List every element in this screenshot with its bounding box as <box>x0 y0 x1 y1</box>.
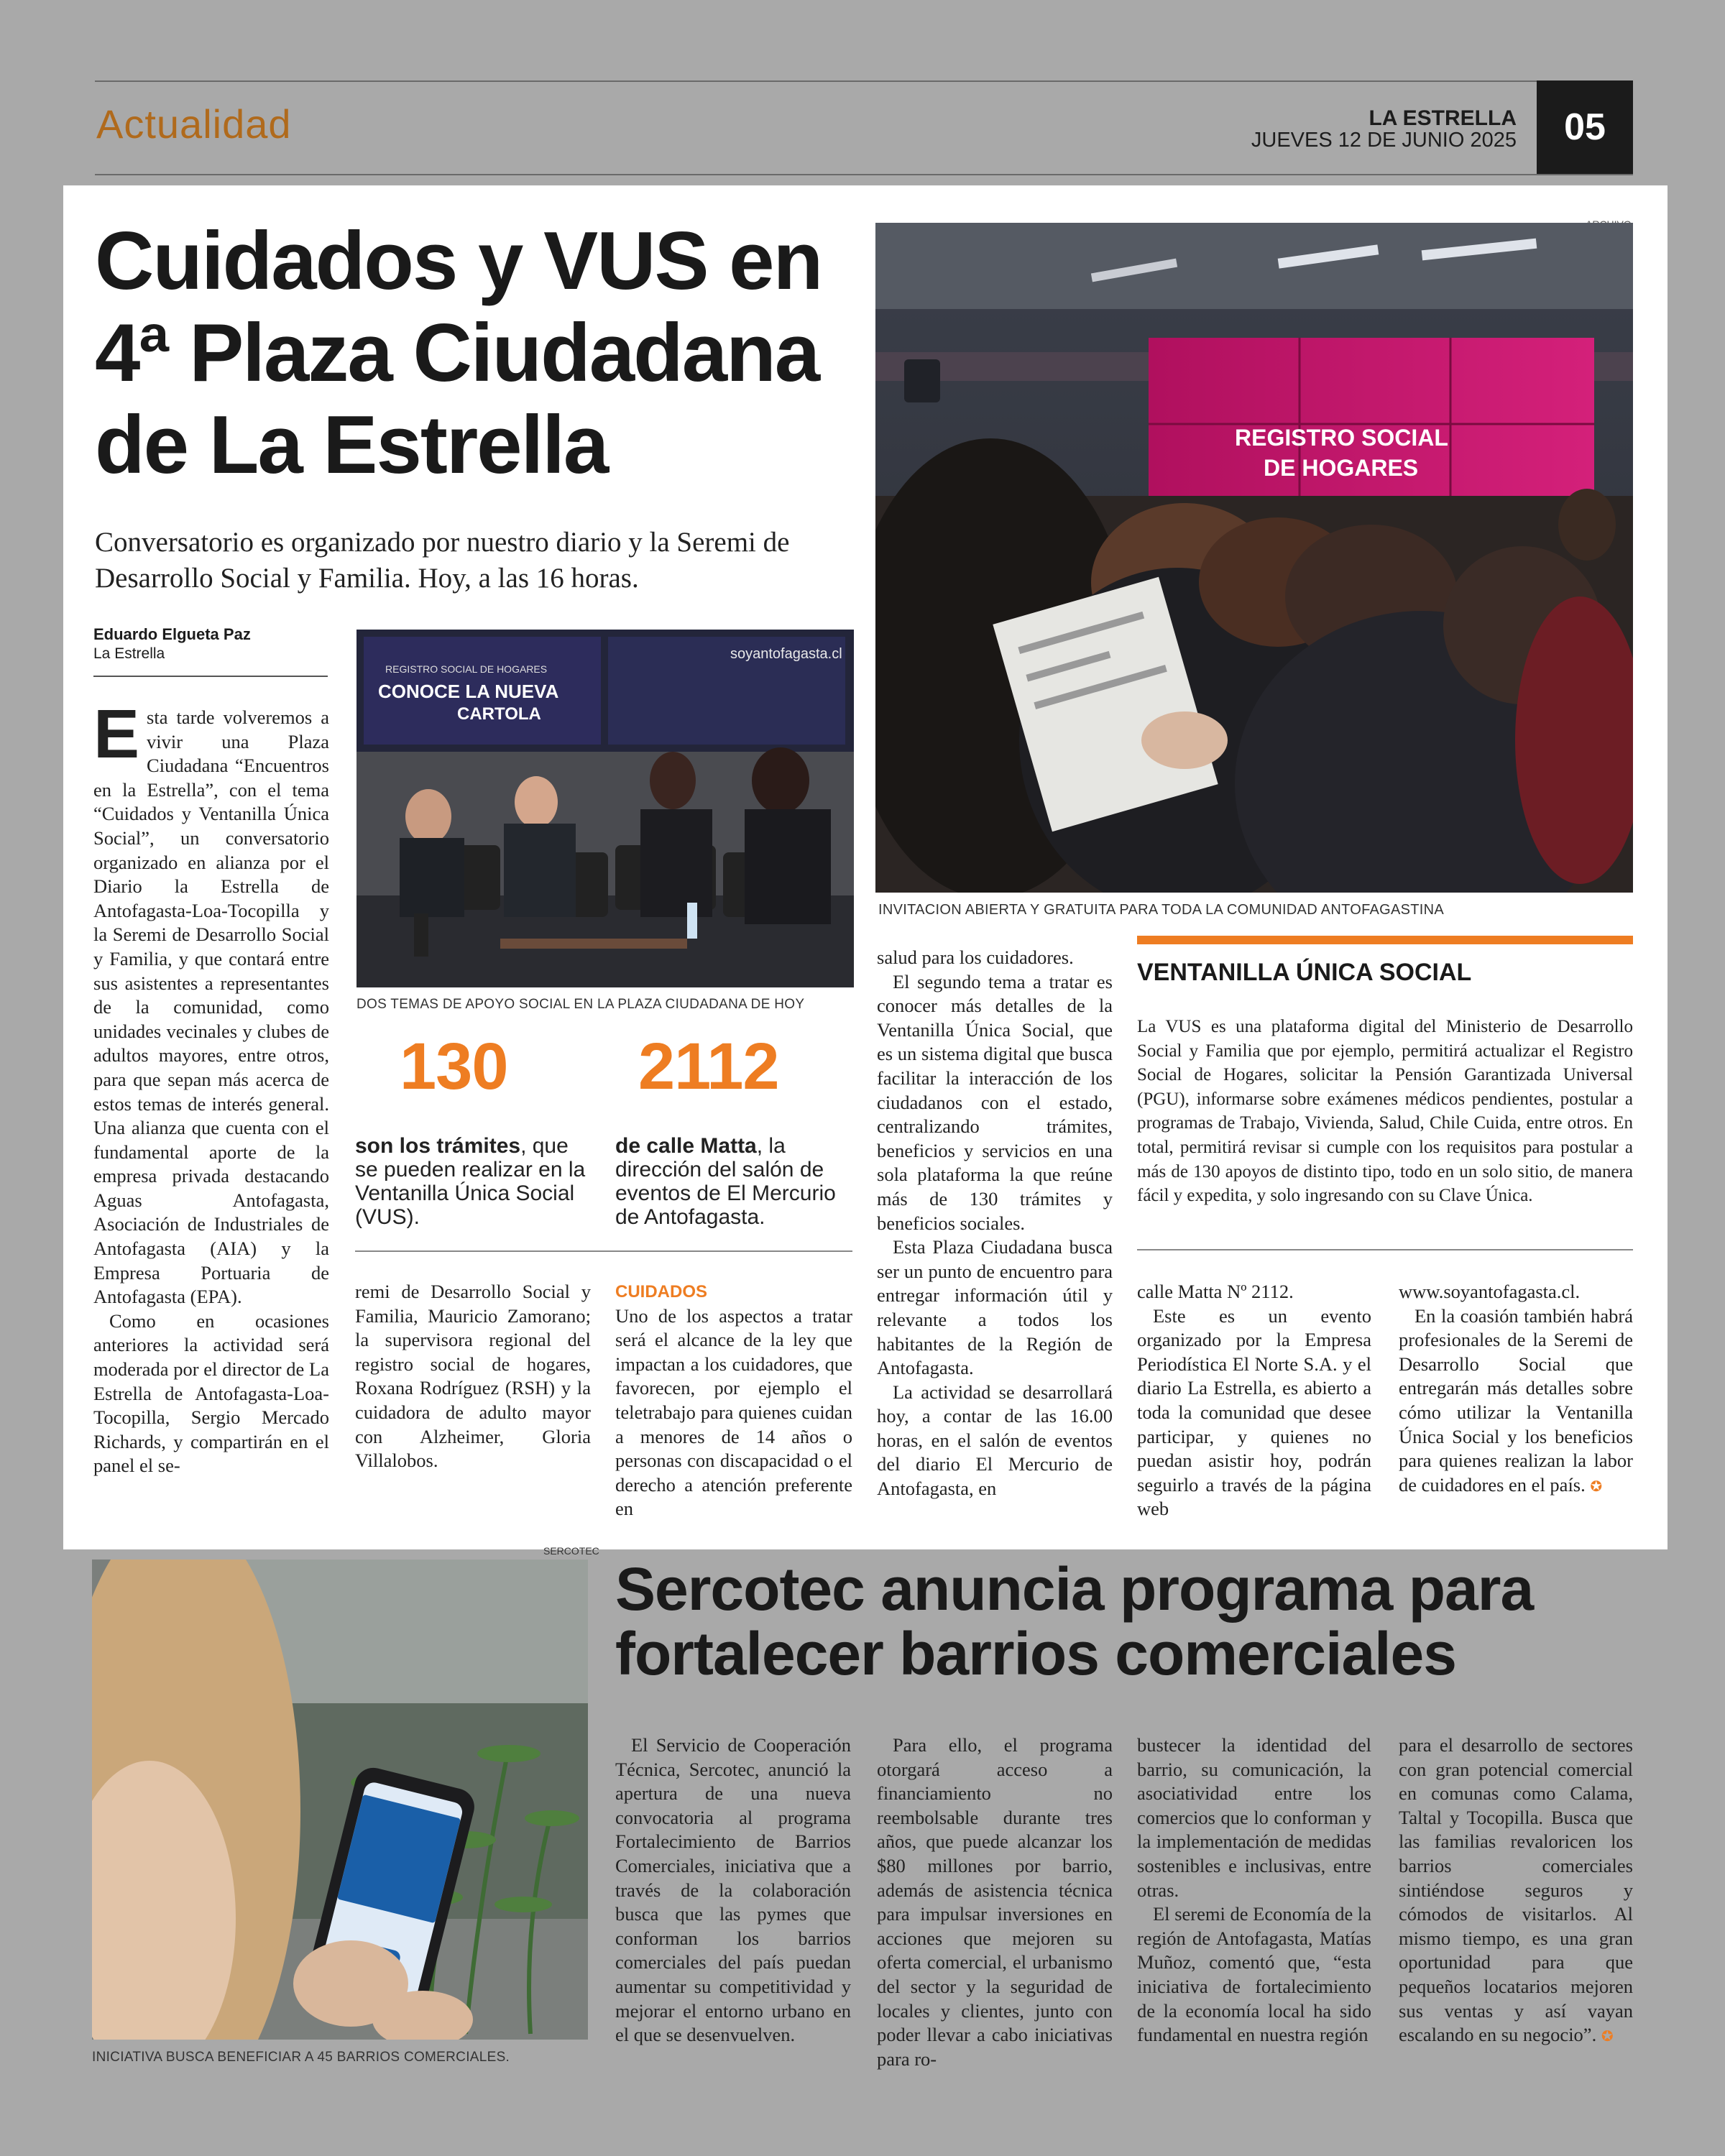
vus-box-title: VENTANILLA ÚNICA SOCIAL <box>1137 959 1472 986</box>
article-paragraph-5: salud para los cuidadores. <box>877 946 1074 968</box>
drop-cap: E <box>93 696 140 773</box>
vus-box-rule <box>1137 1249 1633 1250</box>
end-mark-icon: ✪ <box>1590 1477 1603 1495</box>
sercotec-paragraph-5 <box>1399 1733 1633 2049</box>
headline-line-2: 4ª Plaza Ciudadana <box>95 308 819 399</box>
section-label: Actualidad <box>96 101 292 147</box>
article-column-6 <box>1399 1280 1633 1498</box>
byline-rule <box>93 676 328 677</box>
lead-text: sta tarde volveremos a vivir una Plaza Ciudadana “Encuentros en la Estrella”, con el tema “Cuidados y Ventanilla Única Social”, un conversatorio organizado en alianza por el Diario la Estrella de Antofagasta-Loa-Tocopilla y la Seremi de Desarrollo Social y Familia, y que contará entre sus asistentes a representantes de la comunidad, como unidades vecinales y clubes de adultos mayores, entre otros, para que sepan más acerca de estos temas de interés general. Una alianza que cuenta con el fundamental aporte de la empresa privada destacando Aguas Antofagasta, Asociación de Industriales de Antofagasta (AIA) y la Empresa Portuaria de Antofagasta (EPA). <box>93 706 329 1308</box>
sercotec-headline-line-1: Sercotec anuncia programa para <box>615 1555 1534 1623</box>
article-column-1 <box>93 696 329 1478</box>
fact-2-number: 2112 <box>638 1030 779 1103</box>
fact-1-number: 130 <box>400 1030 508 1103</box>
fact-1-text <box>355 1134 586 1229</box>
article-paragraph-2: Como en ocasiones anteriores la actividad será moderada por el director de La Estrella de Antofagasta-Loa-Tocopilla, Sergio Mercado Richards, y compartirán en el panel el se- <box>93 1309 329 1477</box>
sercotec-paragraph-3: bustecer la identidad del barrio, su comunicación, la asociatividad entre los comercios que lo conforman y la implementación de medidas sostenibles e inclusivas, entre otras. <box>1137 1734 1371 1901</box>
main-photo <box>875 223 1633 893</box>
phone-in-hand-image <box>92 1560 588 2040</box>
sercotec-photo-credit: SERCOTEC <box>543 1545 599 1557</box>
fact-2-bold: de calle Matta <box>615 1134 757 1158</box>
panel-screen-text-2: CONOCE LA NUEVA <box>378 681 559 702</box>
panel-photo-caption: DOS TEMAS DE APOYO SOCIAL EN LA PLAZA CIUDADANA DE HOY <box>356 997 805 1012</box>
sercotec-closing-text: para el desarrollo de sectores con gran potencial comercial en comunas como Calama, Taltal y Tocopilla. Busca que las familias revaloricen los barrios comerciales sintiéndose seguros y cómodos de visitarlos. Al mismo tiempo, es una gran oportunidad para que pequeños locatarios mejoren sus ventas y así vayan escalando en su negocio”. <box>1399 1734 1633 2046</box>
sercotec-paragraph-4: El seremi de Economía de la región de Antofagasta, Matías Muñoz, comentó que, “esta iniciativa de fortalecimiento de la economía local ha sido fundamental en nuestra región <box>1137 1903 1371 2046</box>
panel-screen-site: soyantofagasta.cl <box>730 646 842 662</box>
masthead <box>1251 108 1517 151</box>
sercotec-column-1 <box>615 1733 851 2047</box>
sercotec-end-mark-icon: ✪ <box>1601 2027 1614 2045</box>
panel-screen-text-3: CARTOLA <box>457 704 541 724</box>
sercotec-headline <box>615 1557 1636 1686</box>
header-bottom-rule <box>95 174 1633 175</box>
article-column-2 <box>355 1280 591 1473</box>
paper-name: LA ESTRELLA <box>1368 106 1517 130</box>
sercotec-paragraph-1: El Servicio de Cooperación Técnica, Sercotec, anunció la apertura de una nueva convocatoria al programa Fortalecimiento de Barrios Comerciales, iniciativa que a través de la colaboración busca que las pymes que conforman los barrios comerciales del país puedan aumentar su competitividad y mejorar el entorno urbano en el que se desenvuelven. <box>615 1734 851 2046</box>
sercotec-paragraph-2: Para ello, el programa otorgará acceso a financiamiento no reembolsable durante tres años, que puede alcanzar los $80 millones por barrio, además de asistencia técnica para impulsar inversiones en acciones que mejoren su oferta comercial, el urbanismo del sector y la seguridad de locales y clientes, junto con poder llevar a cabo iniciativas para ro- <box>877 1734 1113 2070</box>
screen-text-2: DE HOGARES <box>1264 455 1419 481</box>
fact-1-rest: , que se pueden realizar en la Ventanilla Única Social (VUS). <box>355 1134 586 1229</box>
article-paragraph-10: Este es un evento organizado por la Empresa Periodística El Norte S.A. y el diario La Estrella, es abierto a toda la comunidad que desee participar, y quienes no puedan asistir hoy, podrán seguirlo a través de la página web <box>1137 1304 1371 1520</box>
subhead-cuidados: CUIDADOS <box>615 1282 708 1302</box>
article-column-5 <box>1137 1280 1371 1521</box>
fact-2-text <box>615 1134 857 1229</box>
author-name: Eduardo Elgueta Paz <box>93 625 251 643</box>
vus-box-text: La VUS es una plataforma digital del Ministerio de Desarrollo Social y Familia que por ejemplo, permitirá actualizar el Registro Social de Hogares, solicitar la Pensión Garantizada Universal (PGU), informarse sobre exámenes médicos pendientes, postular a programas de Trabajo, Vivienda, Salud, Chile Cuida, entre otros. En total, permitirá revisar si cumple con los requisitos para postular a más de 130 apoyos de distinto tipo, todo en un solo sitio, de manera fácil y expedita, y solo ingresando con su Clave Única. <box>1137 1017 1633 1206</box>
sercotec-column-4 <box>1399 1733 1633 2049</box>
panel-photo <box>356 630 854 987</box>
article-paragraph-3: remi de Desarrollo Social y Familia, Mauricio Zamorano; la supervisora regional del registro social de hogares, Roxana Rodríguez (RSH) y la cuidadora de adulto mayor con Alzheimer, Gloria Villalobos. <box>355 1281 591 1472</box>
article-paragraph-12 <box>1399 1304 1633 1499</box>
audience-scene-image <box>875 223 1633 893</box>
article-deck: Conversatorio es organizado por nuestro diario y la Seremi de Desarrollo Social y Familia. Hoy, a las 16 horas. <box>95 527 790 594</box>
fact-2-rest: , la dirección del salón de eventos de El Mercurio de Antofagasta. <box>615 1134 836 1229</box>
article-column-3 <box>615 1280 852 1521</box>
page-number: 05 <box>1537 80 1633 174</box>
facts-rule <box>355 1250 852 1252</box>
article-paragraph-6: El segundo tema a tratar es conocer más detalles de la Ventanilla Única Social, que es un sistema digital que busca facilitar la interacción de los ciudadanos con el estado, centralizando trámites, beneficios y servicios en una sola plataforma la que reúne más de 130 trámites y beneficios sociales. <box>877 970 1113 1234</box>
panel-speakers-image <box>356 630 854 987</box>
article-column-4 <box>877 946 1113 1501</box>
panel-screen-text-1: REGISTRO SOCIAL DE HOGARES <box>385 663 548 675</box>
author-outlet: La Estrella <box>93 645 165 662</box>
sercotec-photo <box>92 1560 588 2040</box>
article-paragraph-9: calle Matta Nº 2112. <box>1137 1281 1294 1302</box>
article-headline <box>95 216 871 492</box>
sercotec-headline-line-2: fortalecer barrios comerciales <box>615 1620 1456 1687</box>
article-paragraph-11: www.soyantofagasta.cl. <box>1399 1281 1581 1302</box>
sercotec-column-3 <box>1137 1733 1371 2047</box>
vus-box-accent-bar <box>1137 936 1633 944</box>
fact-1-bold: son los trámites <box>355 1134 521 1158</box>
article-paragraph-7: Esta Plaza Ciudadana busca ser un punto de encuentro para entregar información útil y relevante a todos los habitantes de la Región de Antofagasta. <box>877 1236 1113 1379</box>
header-top-rule <box>95 80 1537 82</box>
closing-text: En la coasión también habrá profesionales de la Seremi de Desarrollo Social que entregarán más detalles sobre cómo utilizar la Ventanilla Única Social y los beneficios para quienes realizan la labor de cuidadores en el país. <box>1399 1304 1633 1496</box>
issue-date: JUEVES 12 DE JUNIO 2025 <box>1251 129 1517 152</box>
screen-text-1: REGISTRO SOCIAL <box>1235 425 1448 451</box>
sercotec-photo-caption: INICIATIVA BUSCA BENEFICIAR A 45 BARRIOS COMERCIALES. <box>92 2050 510 2065</box>
article-paragraph-1 <box>93 696 329 1309</box>
article-paragraph-4: Uno de los aspectos a tratar será el alcance de la ley que impactan a los cuidadores, que favorecen, por ejemplo el teletrabajo para quienes cuidan a menores de 14 años o personas con discapacidad o el derecho a atención preferente en <box>615 1304 852 1520</box>
headline-line-1: Cuidados y VUS en <box>95 216 822 307</box>
article-paragraph-8: La actividad se desarrollará hoy, a contar de las 16.00 horas, en el salón de eventos del diario El Mercurio de Antofagasta, en <box>877 1381 1113 1500</box>
main-photo-caption: INVITACION ABIERTA Y GRATUITA PARA TODA LA COMUNIDAD ANTOFAGASTINA <box>878 902 1445 918</box>
headline-line-3: de La Estrella <box>95 400 608 491</box>
sercotec-column-2 <box>877 1733 1113 2071</box>
